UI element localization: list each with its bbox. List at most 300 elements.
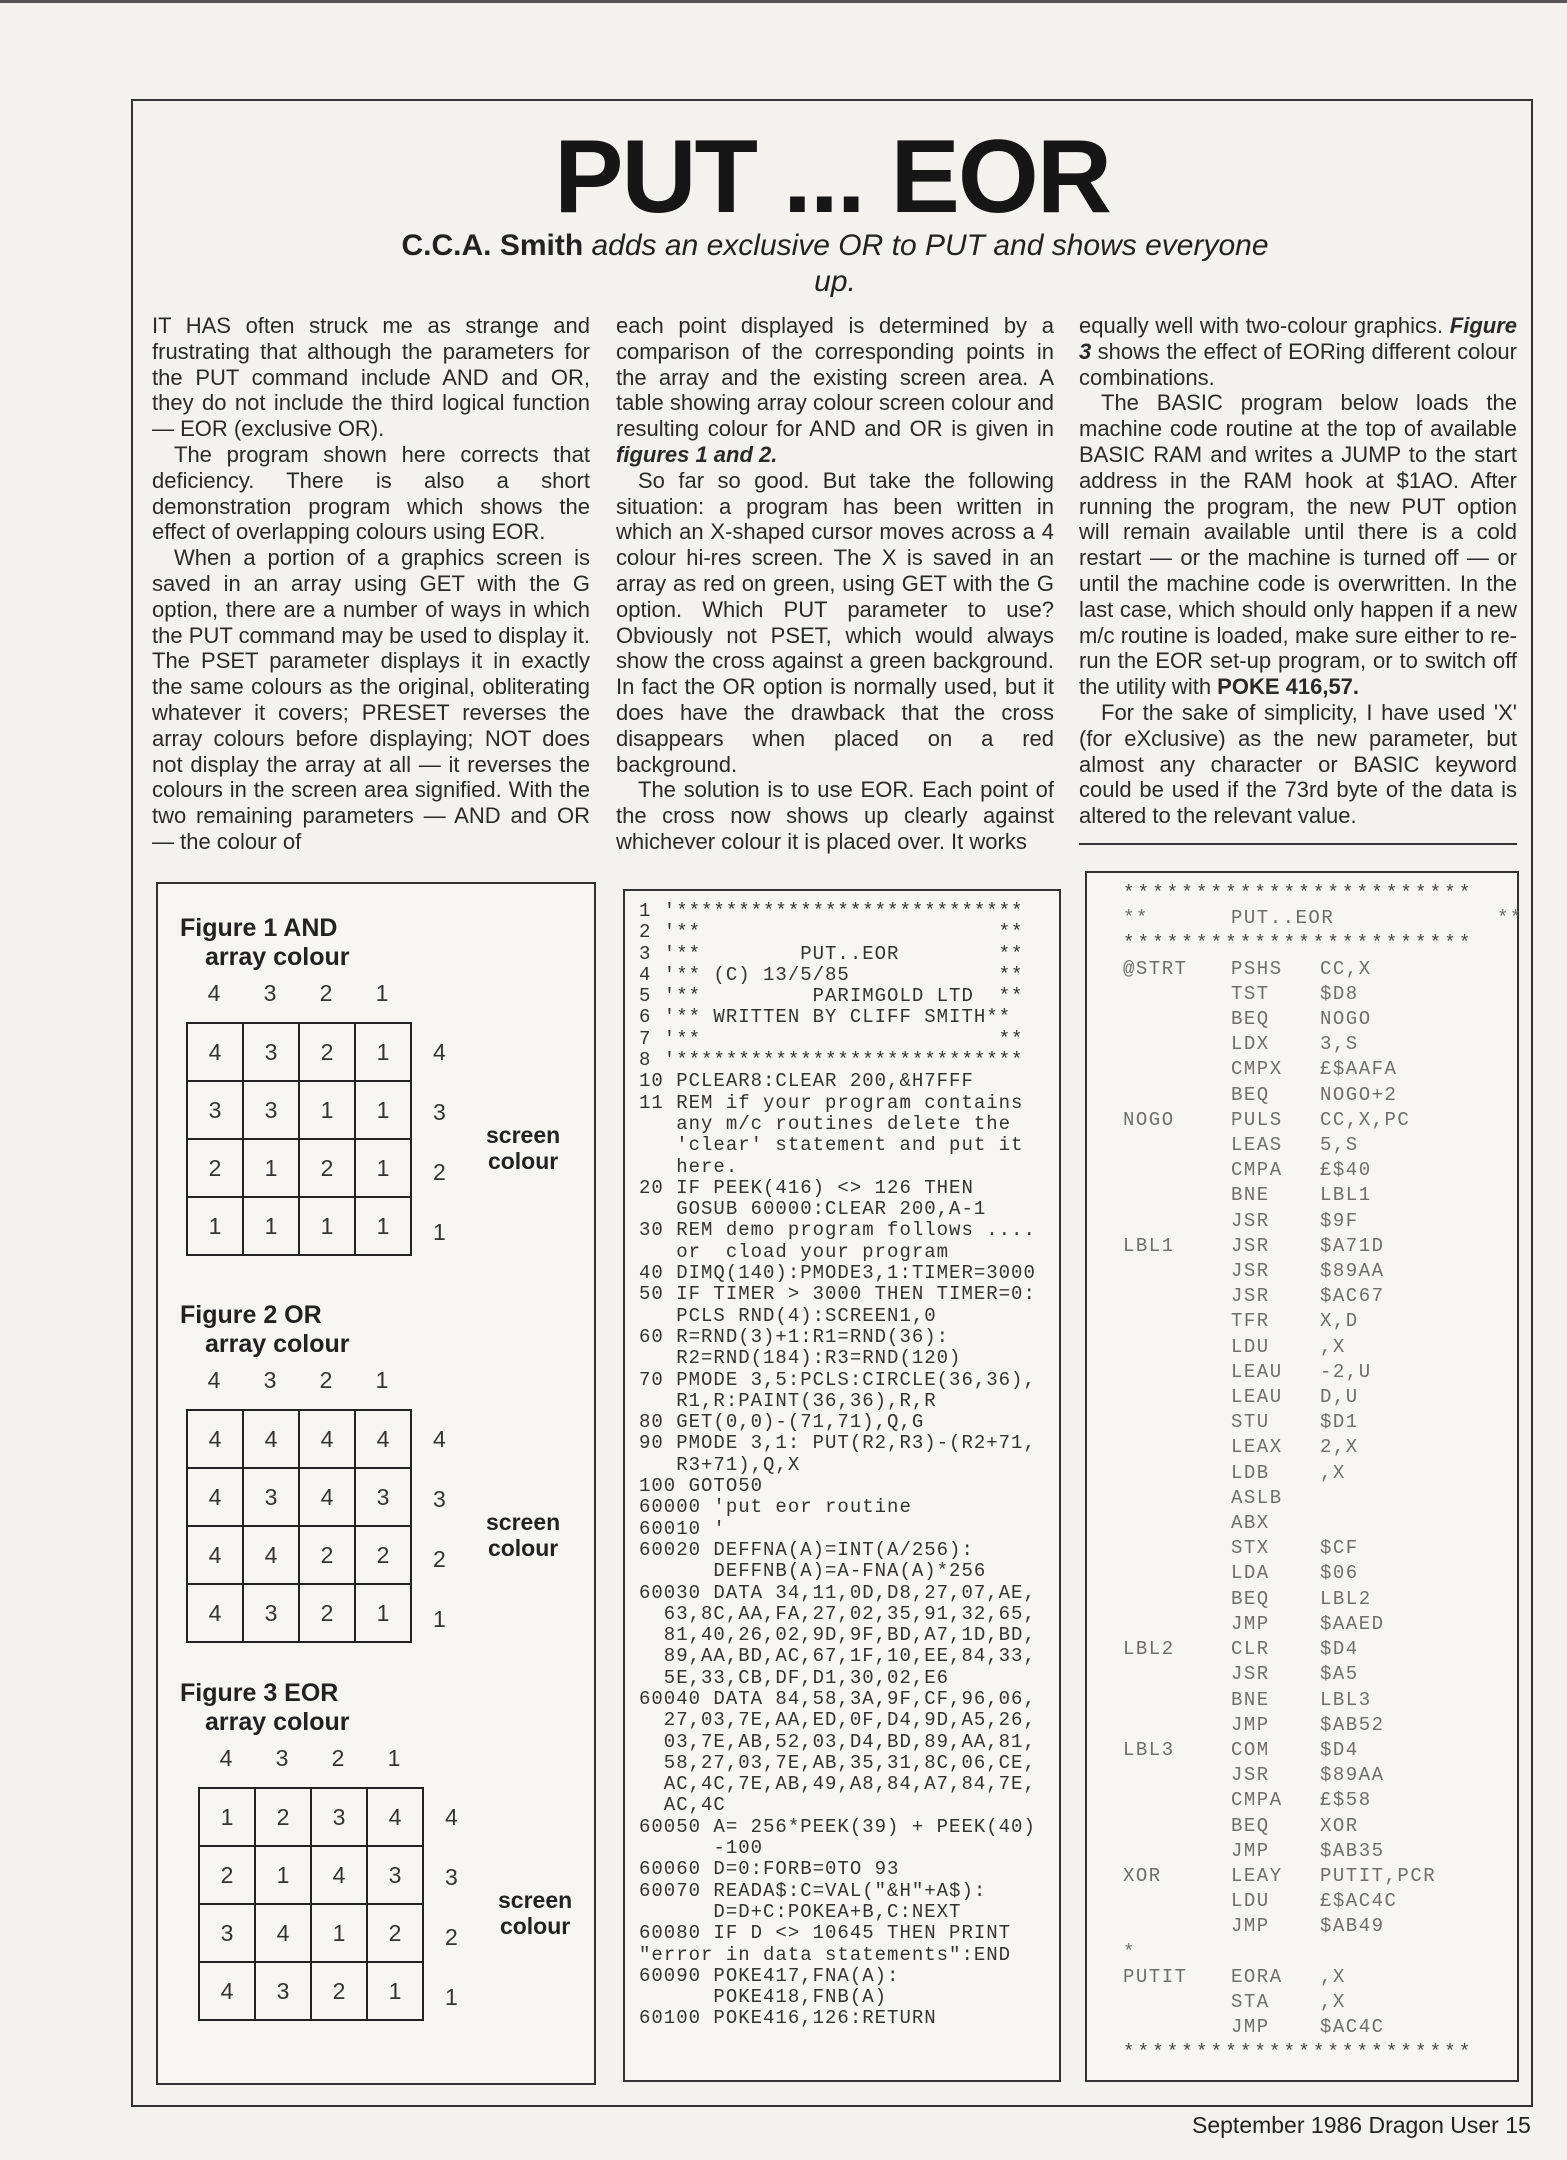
table-cell: 3	[243, 1081, 299, 1139]
code-line: 8 '****************************	[639, 1049, 1024, 1072]
table-cell: 2	[187, 1139, 243, 1197]
poke-command: POKE 416,57.	[1217, 674, 1360, 700]
table-row	[187, 1081, 411, 1139]
code-line: DEFFNB(A)=A-FNA(A)*256	[639, 1560, 987, 1583]
array-colour-header	[198, 1745, 422, 1772]
asm-opcode: JSR	[1231, 1260, 1270, 1283]
asterisk-border: ************************	[1123, 932, 1474, 955]
table-row	[187, 1526, 411, 1584]
code-line: 10 PCLEAR8:CLEAR 200,&H7FFF	[639, 1070, 974, 1093]
asm-opcode: BEQ	[1231, 1814, 1270, 1837]
asm-label	[1123, 1410, 1231, 1435]
code-line: or cload your program	[639, 1240, 950, 1263]
asm-label: LBL1	[1123, 1234, 1175, 1257]
asm-operand: $89AA	[1320, 1764, 1385, 1787]
code-line: 7 '** **	[639, 1027, 1024, 1050]
asm-line	[1123, 982, 1523, 1007]
asm-label: LBL3	[1123, 1738, 1175, 1761]
table-cell: 4	[355, 1410, 411, 1468]
asm-opcode: BEQ	[1231, 1008, 1270, 1031]
table-row	[187, 1468, 411, 1526]
basic-listing	[639, 901, 1036, 2030]
side-value: 2	[445, 1924, 458, 1950]
code-line: R2=RND(184):R3=RND(120)	[639, 1347, 962, 1370]
asterisk-border: ************************	[1123, 882, 1474, 904]
standfirst-text: adds an exclusive OR to PUT and shows everyone up.	[591, 229, 1269, 298]
asm-opcode: BNE	[1231, 1184, 1270, 1207]
code-line: "error in data statements":END	[639, 1943, 1012, 1966]
table-cell: 1	[299, 1081, 355, 1139]
asm-line	[1123, 1763, 1523, 1788]
table-cell: 4	[255, 1904, 311, 1962]
table-cell: 4	[187, 1023, 243, 1081]
asm-line	[1123, 1965, 1523, 1990]
asm-label	[1123, 1259, 1231, 1284]
asm-opcode: TFR	[1231, 1310, 1270, 1333]
asm-operand: £$58	[1320, 1789, 1372, 1812]
asm-operand: $CF	[1320, 1537, 1359, 1560]
code-line: 3 '** PUT..EOR **	[639, 942, 1024, 965]
column-rule	[1079, 843, 1517, 845]
asm-operand: ,X	[1320, 1335, 1346, 1358]
asm-label	[1123, 1914, 1231, 1939]
asm-operand: 5,S	[1320, 1134, 1359, 1157]
code-line: 89,AA,BD,AC,67,1F,10,EE,84,33,	[639, 1645, 1036, 1668]
asm-label: PUTIT	[1123, 1965, 1188, 1988]
asm-label	[1123, 2015, 1231, 2040]
code-line: 60040 DATA 84,58,3A,9F,CF,96,06,	[639, 1687, 1036, 1710]
asm-operand: LBL2	[1320, 1587, 1372, 1610]
asm-line	[1123, 1889, 1523, 1914]
asm-line	[1123, 1738, 1523, 1763]
asm-label	[1123, 1183, 1231, 1208]
code-line: here.	[639, 1155, 739, 1178]
table-cell: 4	[187, 1526, 243, 1584]
asm-label	[1123, 1435, 1231, 1460]
asm-line	[1123, 1410, 1523, 1435]
asm-label	[1123, 1309, 1231, 1334]
asm-line	[1123, 1108, 1523, 1133]
table-cell: 1	[355, 1584, 411, 1642]
table-cell: 4	[187, 1410, 243, 1468]
figure-title	[180, 914, 350, 972]
asm-line	[1123, 1461, 1523, 1486]
code-line: 58,27,03,7E,AB,35,31,8C,06,CE,	[639, 1751, 1036, 1774]
code-line: 60090 POKE417,FNA(A):	[639, 1964, 900, 1987]
side-value: 1	[433, 1219, 446, 1245]
asm-line	[1123, 1587, 1523, 1612]
table-cell: 1	[311, 1904, 367, 1962]
paragraph: IT HAS often struck me as strange and frustrating that although the parameters for the PUT command include AND and OR, they do not include the third logical function — EOR (exclusive OR).	[152, 313, 590, 442]
figure-reference: Figure 3	[1079, 313, 1517, 364]
asm-line	[1123, 1133, 1523, 1158]
figure-axis-label: array colour	[205, 943, 350, 971]
figure-axis-label: array colour	[205, 1330, 350, 1358]
asm-operand: $AAED	[1320, 1612, 1385, 1635]
asm-opcode: STU	[1231, 1411, 1270, 1434]
code-line: 60 R=RND(3)+1:R1=RND(36):	[639, 1325, 950, 1348]
header-value: 4	[219, 1745, 233, 1771]
asm-label	[1123, 1007, 1231, 1032]
asm-operand: CC,X	[1320, 957, 1372, 980]
asm-opcode: LDU	[1231, 1890, 1270, 1913]
asm-operand: ,X	[1320, 1965, 1346, 1988]
asm-line	[1123, 1788, 1523, 1813]
asm-label	[1123, 1083, 1231, 1108]
asm-opcode: COM	[1231, 1738, 1270, 1761]
table-cell: 3	[367, 1846, 423, 1904]
code-line: 40 DIMQ(140):PMODE3,1:TIMER=3000	[639, 1262, 1036, 1285]
asm-operand: 3,S	[1320, 1033, 1359, 1056]
asm-opcode: JSR	[1231, 1234, 1270, 1257]
page-footer: September 1986 Dragon User 15	[1192, 2112, 1531, 2138]
label-line: screen	[498, 1887, 573, 1913]
asm-line	[1123, 1183, 1523, 1208]
code-line: 60070 READA$:C=VAL("&H"+A$):	[639, 1879, 987, 1902]
asm-operand: -2,U	[1320, 1360, 1372, 1383]
paragraph-text: equally well with two-colour graphics.	[1079, 313, 1450, 338]
asm-label	[1123, 1536, 1231, 1561]
asm-line	[1123, 1435, 1523, 1460]
code-line: 81,40,26,02,9D,9F,BD,A7,1D,BD,	[639, 1624, 1036, 1647]
asm-line	[1123, 1158, 1523, 1183]
asm-operand: $06	[1320, 1562, 1359, 1585]
figure-title-text: Figure 3 EOR	[180, 1679, 339, 1707]
table-cell: 1	[255, 1846, 311, 1904]
asm-opcode	[1231, 1940, 1320, 1965]
asm-operand: £$AAFA	[1320, 1058, 1398, 1081]
table-cell: 1	[187, 1197, 243, 1255]
table-cell: 4	[311, 1846, 367, 1904]
asm-line	[1123, 1335, 1523, 1360]
side-value: 2	[433, 1546, 446, 1572]
screen-colour-values	[433, 1022, 446, 1262]
basic-listing-box	[623, 889, 1061, 2082]
asm-operand: £$40	[1320, 1159, 1372, 1182]
asm-opcode: CMPX	[1231, 1058, 1283, 1081]
asm-line	[1123, 1612, 1523, 1637]
screen-colour-values	[445, 1787, 458, 2027]
code-line: 50 IF TIMER > 3000 THEN TIMER=0:	[639, 1283, 1036, 1306]
array-colour-header	[186, 1367, 410, 1394]
asm-label	[1123, 1360, 1231, 1385]
table-cell: 1	[355, 1023, 411, 1081]
code-line: AC,4C	[639, 1794, 726, 1817]
asm-label	[1123, 1587, 1231, 1612]
asm-operand: CC,X,PC	[1320, 1108, 1411, 1131]
table-cell: 2	[299, 1023, 355, 1081]
table-cell: 3	[199, 1904, 255, 1962]
asm-opcode: ASLB	[1231, 1486, 1283, 1509]
listing-title: PUT..EOR	[1231, 907, 1335, 930]
asm-operand: $D8	[1320, 982, 1359, 1005]
figure-title	[180, 1679, 350, 1737]
asm-line	[1123, 1637, 1523, 1662]
asm-label: LBL2	[1123, 1638, 1175, 1661]
code-line: 'clear' statement and put it	[639, 1134, 1024, 1157]
table-cell: 4	[187, 1584, 243, 1642]
figure-axis-label: array colour	[205, 1708, 350, 1736]
table-cell: 3	[243, 1023, 299, 1081]
asm-line	[1123, 1940, 1523, 1965]
asm-operand: $A71D	[1320, 1234, 1385, 1257]
asm-opcode: CLR	[1231, 1638, 1270, 1661]
asm-opcode: LEAU	[1231, 1386, 1283, 1409]
asm-line	[1123, 1713, 1523, 1738]
figures-box	[156, 882, 596, 2085]
table-cell: 4	[187, 1468, 243, 1526]
screen-colour-label	[498, 1887, 572, 1939]
code-line: 60080 IF D <> 10645 THEN PRINT	[639, 1922, 1012, 1945]
table-cell: 4	[243, 1526, 299, 1584]
paragraph: When a portion of a graphics screen is saved in an array using GET with the G option, there are a number of ways in which the PUT command may be used to display it. The PSET parameter displays it in exactly the same colours as the original, obliterating whatever it covers; PRESET reverses the array colours before displaying; NOT does not display the array at all — it reverses the colours in the screen area signified. With the two remaining parameters — AND and OR — the colour of	[152, 545, 590, 854]
scan-edge	[0, 0, 1567, 3]
asm-opcode: JMP	[1231, 1713, 1270, 1736]
table-cell: 2	[299, 1139, 355, 1197]
code-line: 60060 D=0:FORB=0TO 93	[639, 1858, 900, 1881]
side-value: 4	[433, 1426, 446, 1452]
header-value: 2	[331, 1745, 345, 1771]
article-column-2	[616, 313, 1054, 855]
asm-label	[1123, 1990, 1231, 2015]
asm-label	[1123, 1612, 1231, 1637]
asm-operand: $9F	[1320, 1209, 1359, 1232]
asm-line	[1123, 1486, 1523, 1511]
code-line: AC,4C,7E,AB,49,A8,84,A7,84,7E,	[639, 1773, 1036, 1796]
code-line: 1 '****************************	[639, 900, 1024, 922]
code-line: POKE418,FNB(A)	[639, 1986, 888, 2009]
table-cell: 1	[199, 1788, 255, 1846]
code-line: 6 '** WRITTEN BY CLIFF SMITH**	[639, 1006, 1012, 1029]
table-row	[187, 1139, 411, 1197]
code-line: -100	[639, 1837, 764, 1860]
asm-opcode: ABX	[1231, 1512, 1270, 1535]
asm-label	[1123, 1688, 1231, 1713]
asm-line	[1123, 957, 1523, 982]
asm-label	[1123, 1662, 1231, 1687]
asm-line	[1123, 1662, 1523, 1687]
side-value: 4	[445, 1804, 458, 1830]
asm-label: *	[1123, 1940, 1136, 1963]
code-line: 60010 '	[639, 1517, 726, 1540]
asm-line	[1123, 1360, 1523, 1385]
paragraph: For the sake of simplicity, I have used 'X' (for eXclusive) as the new parameter, but almost any character or BASIC keyword could be used if the 73rd byte of the data is altered to the relevant value.	[1079, 699, 1517, 829]
paragraph: So far so good. But take the following situation: a program has been written in which an X-shaped cursor moves across a 4 colour hi-res screen. The X is saved in an array as red on green, using GET with the G option. Which PUT parameter to use? Obviously not PSET, which would always show the cross against a green background. In fact the OR option is normally used, but it does have the drawback that the cross disappears when placed on a red background.	[616, 467, 1054, 777]
asm-label	[1123, 1158, 1231, 1183]
asm-line	[1123, 1007, 1523, 1032]
asm-label	[1123, 1788, 1231, 1813]
assembly-listing-box	[1085, 871, 1523, 2082]
label-line: colour	[499, 1913, 571, 1939]
table-cell: 4	[243, 1410, 299, 1468]
code-line: 03,7E,AB,52,03,D4,BD,89,AA,81,	[639, 1730, 1036, 1753]
asm-line	[1123, 1209, 1523, 1234]
table-cell: 3	[243, 1584, 299, 1642]
header-value: 1	[375, 980, 389, 1006]
table-cell: 2	[355, 1526, 411, 1584]
asm-opcode: JSR	[1231, 1663, 1270, 1686]
asm-line	[1123, 1914, 1523, 1939]
table-row	[187, 1023, 411, 1081]
asm-opcode: EORA	[1231, 1965, 1283, 1988]
asm-line	[1123, 1309, 1523, 1334]
asm-line	[1123, 1688, 1523, 1713]
asm-operand: $D4	[1320, 1638, 1359, 1661]
asm-opcode: JMP	[1231, 1915, 1270, 1938]
table-cell: 1	[355, 1197, 411, 1255]
table-cell: 1	[243, 1197, 299, 1255]
table-cell: 2	[299, 1526, 355, 1584]
asm-opcode: JMP	[1231, 2016, 1270, 2039]
side-value: 3	[445, 1864, 458, 1890]
asm-opcode: CMPA	[1231, 1789, 1283, 1812]
asm-label	[1123, 1713, 1231, 1738]
asm-opcode: LEAS	[1231, 1134, 1283, 1157]
table-cell: 2	[199, 1846, 255, 1904]
code-line: 80 GET(0,0)-(71,71),Q,G	[639, 1411, 925, 1434]
table-row	[199, 1962, 423, 2020]
code-line: 60000 'put eor routine	[639, 1496, 912, 1519]
asm-label	[1123, 1284, 1231, 1309]
table-cell: 1	[299, 1197, 355, 1255]
table-cell: 1	[355, 1081, 411, 1139]
label-line: screen	[486, 1122, 561, 1148]
table-cell: 2	[255, 1788, 311, 1846]
side-value: 2	[433, 1159, 446, 1185]
side-value: 3	[433, 1486, 446, 1512]
table-row	[187, 1584, 411, 1642]
paragraph: The solution is to use EOR. Each point of the cross now shows up clearly against whichever colour it is placed over. It works	[616, 777, 1054, 854]
table-cell: 1	[243, 1139, 299, 1197]
asm-line	[1123, 1990, 1523, 2015]
asm-operand: 2,X	[1320, 1436, 1359, 1459]
paragraph	[1079, 390, 1517, 700]
asm-opcode: BNE	[1231, 1688, 1270, 1711]
asm-line	[1123, 1385, 1523, 1410]
asm-line	[1123, 1561, 1523, 1586]
asm-opcode: JMP	[1231, 1612, 1270, 1635]
paragraph	[1079, 313, 1517, 390]
asm-opcode: BEQ	[1231, 1083, 1270, 1106]
label-line: colour	[487, 1148, 559, 1174]
asm-operand: XOR	[1320, 1814, 1359, 1837]
table-row	[199, 1846, 423, 1904]
code-line: 90 PMODE 3,1: PUT(R2,R3)-(R2+71,	[639, 1432, 1036, 1455]
asm-label: NOGO	[1123, 1108, 1175, 1131]
header-value: 3	[263, 980, 277, 1006]
asm-line	[1123, 1839, 1523, 1864]
asm-operand: $AB52	[1320, 1713, 1385, 1736]
asm-line	[1123, 1511, 1523, 1536]
asm-opcode: JMP	[1231, 1839, 1270, 1862]
code-line: 60030 DATA 34,11,0D,D8,27,07,AE,	[639, 1581, 1036, 1604]
asm-operand: $AB35	[1320, 1839, 1385, 1862]
asm-line	[1123, 1057, 1523, 1082]
article-column-3	[1079, 313, 1517, 829]
asm-opcode: LEAX	[1231, 1436, 1283, 1459]
table-row	[199, 1788, 423, 1846]
table-cell: 2	[311, 1962, 367, 2020]
asm-line	[1123, 2015, 1523, 2040]
table-cell: 3	[311, 1788, 367, 1846]
standfirst	[400, 228, 1270, 300]
asm-label	[1123, 1561, 1231, 1586]
colour-table	[186, 1022, 412, 1256]
assembly-listing	[1123, 881, 1523, 2066]
asm-label: XOR	[1123, 1864, 1162, 1887]
table-cell: 3	[187, 1081, 243, 1139]
asm-label	[1123, 1763, 1231, 1788]
side-value: 3	[433, 1099, 446, 1125]
asm-opcode: JSR	[1231, 1209, 1270, 1232]
asm-line	[1123, 1284, 1523, 1309]
code-line: 60100 POKE416,126:RETURN	[639, 2007, 937, 2030]
asm-opcode: STA	[1231, 1990, 1270, 2013]
table-row	[199, 1904, 423, 1962]
article-title: PUT ... EOR	[554, 119, 1110, 235]
asm-operand: $A5	[1320, 1663, 1359, 1686]
asm-opcode: TST	[1231, 982, 1270, 1005]
asm-operand: NOGO+2	[1320, 1083, 1398, 1106]
table-cell: 2	[299, 1584, 355, 1642]
side-value: 1	[445, 1984, 458, 2010]
code-line: 100 GOTO50	[639, 1475, 764, 1498]
screen-colour-label	[486, 1122, 560, 1174]
asm-opcode: LDB	[1231, 1461, 1270, 1484]
asm-opcode: STX	[1231, 1537, 1270, 1560]
table-cell: 3	[243, 1468, 299, 1526]
asm-label	[1123, 1461, 1231, 1486]
asm-operand: $D4	[1320, 1738, 1359, 1761]
table-cell: 3	[255, 1962, 311, 2020]
table-cell: 4	[299, 1468, 355, 1526]
code-line: 5 '** PARIMGOLD LTD **	[639, 985, 1024, 1008]
asm-label	[1123, 1209, 1231, 1234]
header-value: 4	[207, 1367, 221, 1393]
article-column-1	[152, 313, 590, 855]
code-line: R3+71),Q,X	[639, 1453, 801, 1476]
table-row	[187, 1197, 411, 1255]
table-cell: 4	[367, 1788, 423, 1846]
asm-label	[1123, 1889, 1231, 1914]
asm-opcode: LDA	[1231, 1562, 1270, 1585]
asm-line	[1123, 1536, 1523, 1561]
header-value: 1	[375, 1367, 389, 1393]
asm-line	[1123, 1234, 1523, 1259]
asm-operand: $AC4C	[1320, 2016, 1385, 2039]
code-line: 2 '** **	[639, 921, 1024, 944]
asm-operand: D,U	[1320, 1386, 1359, 1409]
asm-operand: LBL3	[1320, 1688, 1372, 1711]
side-value: 1	[433, 1606, 446, 1632]
asm-operand: PUTIT,PCR	[1320, 1864, 1437, 1887]
asm-opcode: LDX	[1231, 1033, 1270, 1056]
table-cell: 3	[355, 1468, 411, 1526]
header-value: 1	[387, 1745, 401, 1771]
code-line: any m/c routines delete the	[639, 1112, 1012, 1135]
header-value: 4	[207, 980, 221, 1006]
figure-reference: figures 1 and 2.	[616, 441, 778, 467]
asm-opcode: PSHS	[1231, 957, 1283, 980]
paragraph	[616, 313, 1054, 468]
asm-line	[1123, 1083, 1523, 1108]
table-cell: 4	[199, 1962, 255, 2020]
header-value: 2	[319, 1367, 333, 1393]
asterisk-border: ************************	[1123, 2041, 1474, 2064]
table-cell: 1	[355, 1139, 411, 1197]
asm-opcode: JSR	[1231, 1764, 1270, 1787]
paragraph-text: The BASIC program below loads the machine code routine at the top of available BASIC RAM and writes a JUMP to the start address in the RAM hook at $1AO. After running the program, the new PUT option will remain available until there is a cold restart — or the machine is turned off — or until the machine code is overwritten. In the last case, which should only happen if a new m/c routine is loaded, make sure either to re-run the EOR set-up program, or to switch off the utility with	[1079, 390, 1517, 700]
